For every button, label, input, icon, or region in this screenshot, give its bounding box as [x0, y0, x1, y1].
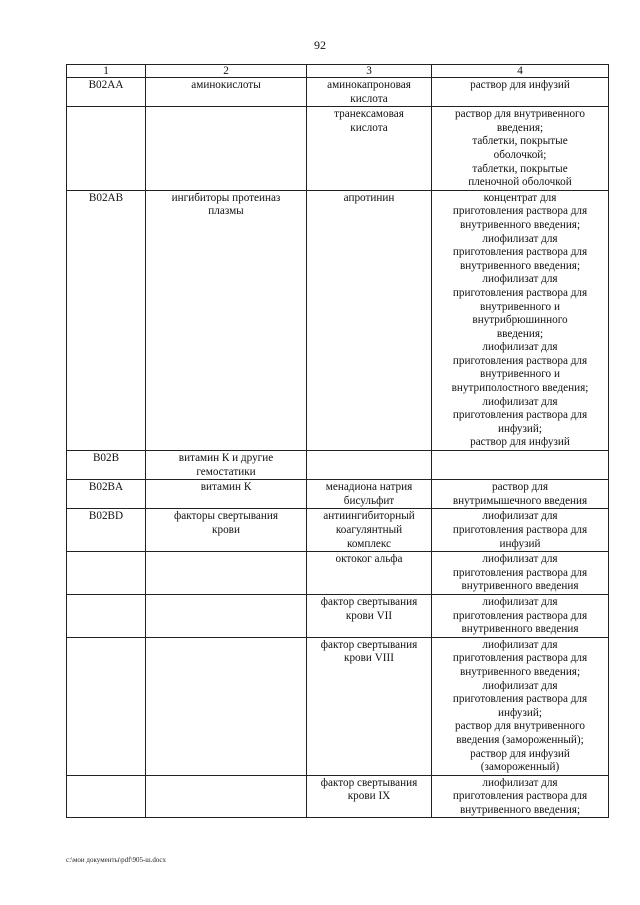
cell-line: пленочной оболочкой [468, 176, 572, 189]
cell-line: приготовления раствора для [452, 790, 588, 803]
substance-cell [307, 107, 432, 191]
dosage-form-cell [432, 775, 609, 818]
header-cell-2: 2 [146, 65, 307, 78]
cell-line: октоког альфа [335, 553, 403, 566]
cell-line: приготовления раствора для [452, 524, 588, 536]
cell-line: внутрибрюшинного [472, 314, 568, 327]
atc-code-cell: B02BD [67, 509, 146, 552]
cell-line: приготовления раствора для [452, 566, 588, 579]
cell-line: лиофилизат для [482, 638, 558, 651]
cell-line: транексамовая [334, 108, 404, 121]
cell-line: ингибиторы протеиназ [171, 191, 281, 204]
dosage-form-cell [432, 78, 609, 107]
cell-line: внутриполостного введения; [451, 382, 589, 395]
atc-code-cell: B02AB [67, 190, 146, 450]
cell-line: раствор для внутривенного [455, 720, 585, 733]
cell-line: витамин К [200, 481, 252, 494]
dosage-form-cell [432, 190, 609, 450]
dosage-form-cell [432, 594, 609, 637]
table-row [67, 107, 609, 191]
drug-table [66, 64, 609, 818]
cell-line: лиофилизат для [482, 553, 558, 566]
table-row [67, 594, 609, 637]
header-row [67, 65, 609, 78]
group-cell [146, 78, 307, 107]
cell-line: коагулянтный [335, 524, 403, 536]
cell-line: внутривенного и [480, 300, 560, 313]
cell-line: лиофилизат для [482, 510, 558, 523]
cell-line: апротинин [343, 191, 395, 204]
group-cell [146, 637, 307, 775]
atc-code-cell [67, 107, 146, 191]
cell-line: внутривенного и [480, 368, 560, 381]
header-cell-1: 1 [67, 65, 146, 78]
dosage-form-cell [432, 509, 609, 552]
cell-line: введения; [496, 121, 544, 134]
cell-line: инфузий [499, 537, 541, 550]
table-header [67, 65, 609, 78]
cell-line: кислота [350, 121, 388, 134]
cell-line: приготовления раствора для [452, 409, 588, 422]
cell-line: крови VIII [344, 652, 394, 665]
dosage-form-cell [432, 637, 609, 775]
dosage-form-cell [432, 480, 609, 509]
cell-line: внутривенного введения; [459, 803, 581, 816]
cell-line: факторы свертывания [174, 510, 278, 523]
cell-line: лиофилизат для [482, 595, 558, 608]
cell-line: бисульфит [343, 494, 395, 507]
cell-line: раствор для инфузий [470, 436, 570, 449]
group-cell [146, 451, 307, 480]
cell-line: гемостатики [196, 465, 256, 478]
group-cell [146, 107, 307, 191]
cell-line: раствор для [491, 481, 549, 494]
cell-line: крови VII [345, 609, 393, 622]
header-cell-3: 3 [307, 65, 432, 78]
cell-line: таблетки, покрытые [472, 162, 568, 175]
substance-cell [307, 451, 432, 480]
header-cell-4: 4 [432, 65, 609, 78]
cell-line: введения (замороженный); [456, 733, 584, 746]
atc-code-cell [67, 637, 146, 775]
cell-line: приготовления раствора для [452, 652, 588, 665]
cell-line: фактор свертывания [320, 595, 418, 608]
substance-cell [307, 552, 432, 595]
cell-line: внутривенного введения; [459, 259, 581, 272]
cell-line: внутривенного введения; [459, 665, 581, 678]
group-cell [146, 190, 307, 450]
cell-line: менадиона натрия [325, 481, 413, 494]
dosage-form-cell [432, 552, 609, 595]
cell-line: фактор свертывания [320, 638, 418, 651]
atc-code-cell: B02AA [67, 78, 146, 107]
substance-cell [307, 480, 432, 509]
cell-line: приготовления раствора для [452, 286, 588, 299]
cell-line: внутривенного введения; [459, 218, 581, 231]
group-cell [146, 552, 307, 595]
cell-line: лиофилизат для [482, 273, 558, 286]
cell-line: раствор для внутривенного [455, 108, 585, 121]
table-row [67, 78, 609, 107]
table-row [67, 190, 609, 450]
cell-line: инфузий; [497, 706, 543, 719]
cell-line: приготовления раствора для [452, 246, 588, 259]
cell-line: антиингибиторный [323, 510, 415, 523]
group-cell [146, 480, 307, 509]
cell-line: лиофилизат для [482, 776, 558, 789]
cell-line: комплекс [347, 537, 391, 550]
cell-line: кислота [350, 92, 388, 105]
cell-line: крови IX [347, 790, 391, 803]
cell-line: аминокислоты [191, 79, 261, 91]
group-cell [146, 775, 307, 818]
cell-line: лиофилизат для [482, 679, 558, 692]
cell-line: внутривенного введения [461, 580, 579, 593]
cell-line: лиофилизат для [482, 341, 558, 354]
cell-line: раствор для инфузий [470, 79, 570, 91]
cell-line: оболочкой; [493, 148, 547, 161]
cell-line: плазмы [208, 205, 244, 218]
table-row [67, 775, 609, 818]
substance-cell [307, 509, 432, 552]
cell-line: инфузий; [497, 422, 543, 435]
cell-line: концентрат для [483, 191, 557, 204]
page-number: 92 [314, 38, 326, 52]
cell-line: таблетки, покрытые [472, 135, 568, 148]
cell-line: введения; [496, 327, 544, 340]
table-body [67, 78, 609, 818]
cell-line: раствор для инфузий [470, 747, 570, 760]
group-cell [146, 509, 307, 552]
atc-code-cell [67, 775, 146, 818]
substance-cell [307, 190, 432, 450]
dosage-form-cell [432, 451, 609, 480]
substance-cell [307, 775, 432, 818]
dosage-form-cell [432, 107, 609, 191]
table-row [67, 480, 609, 509]
table-row [67, 552, 609, 595]
cell-line: внутривенного введения [461, 623, 579, 636]
group-cell [146, 594, 307, 637]
cell-line: приготовления раствора для [452, 354, 588, 367]
cell-line: крови [212, 524, 240, 536]
cell-line: приготовления раствора для [452, 693, 588, 706]
table-row [67, 637, 609, 775]
cell-line: аминокапроновая [327, 79, 411, 91]
atc-code-cell [67, 594, 146, 637]
cell-line: фактор свертывания [320, 776, 418, 789]
atc-code-cell [67, 552, 146, 595]
cell-line: витамин К и другие [178, 452, 274, 465]
table-row [67, 451, 609, 480]
substance-cell [307, 78, 432, 107]
cell-line: приготовления раствора для [452, 609, 588, 622]
cell-line: приготовления раствора для [452, 205, 588, 218]
table-row [67, 509, 609, 552]
cell-line: лиофилизат для [482, 395, 558, 408]
cell-line: внутримышечного введения [452, 494, 588, 507]
substance-cell [307, 637, 432, 775]
substance-cell [307, 594, 432, 637]
cell-line: (замороженный) [480, 761, 560, 774]
footer-file-path: c:\мои документы\pdf\905-ш.docx [66, 856, 167, 864]
cell-line: лиофилизат для [482, 232, 558, 245]
atc-code-cell: B02BA [67, 480, 146, 509]
atc-code-cell: B02B [67, 451, 146, 480]
